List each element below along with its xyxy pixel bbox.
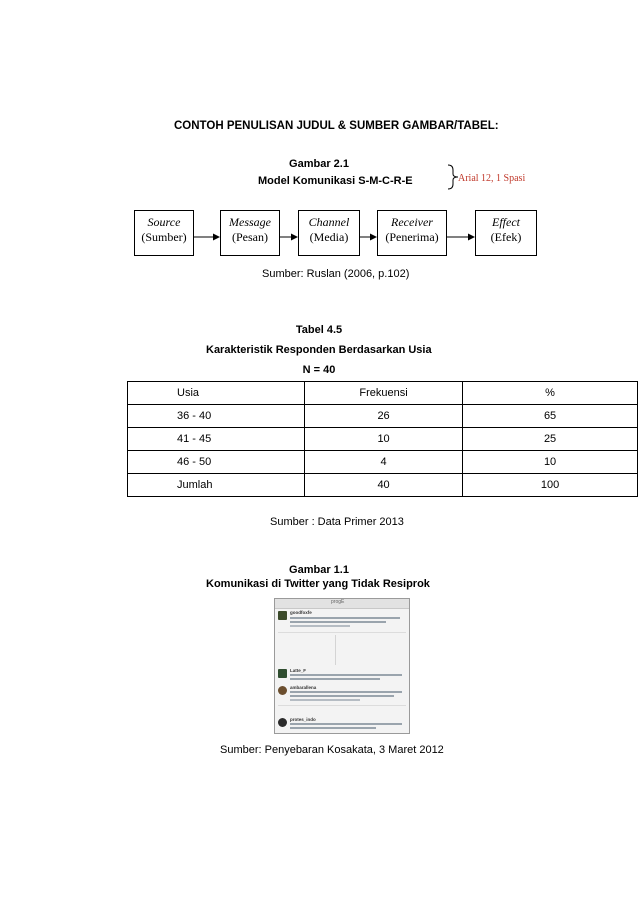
table-row	[128, 405, 638, 428]
box-label-id: (Media)	[309, 230, 349, 244]
table-cell: 40	[305, 474, 463, 497]
figure1-title: Model Komunikasi S-M-C-R-E	[258, 175, 413, 187]
table-cell: 10	[463, 451, 638, 474]
tweet-text-line	[290, 695, 394, 697]
table-cell: 4	[305, 451, 463, 474]
tweet-text-line	[290, 621, 386, 623]
figure2-source: Sumber: Penyebaran Kosakata, 3 Maret 2012	[220, 744, 444, 756]
table1-number: Tabel 4.5	[295, 324, 343, 336]
format-note: Arial 12, 1 Spasi	[458, 173, 526, 184]
table-row	[128, 428, 638, 451]
table-cell: 10	[305, 428, 463, 451]
box-label-en: Channel	[308, 215, 350, 229]
avatar	[278, 718, 287, 727]
box-label-id: (Penerima)	[385, 230, 439, 244]
table-header-cell: %	[463, 382, 638, 405]
table-header-row	[128, 382, 638, 405]
table-cell: 65	[463, 405, 638, 428]
table-cell: 36 - 40	[128, 405, 305, 428]
box-label-id: (Efek)	[490, 230, 522, 244]
table-cell: 25	[463, 428, 638, 451]
tweet-text-line	[290, 678, 380, 680]
figure2-number: Gambar 1.1	[289, 564, 349, 576]
tweet-text-line	[290, 723, 402, 725]
table-cell: 100	[463, 474, 638, 497]
tweet-username: ambarallena	[290, 685, 317, 690]
box-label-id: (Pesan)	[232, 230, 268, 244]
table1-n: N = 40	[302, 364, 336, 376]
tweet-divider	[278, 705, 406, 706]
tweet-text-line	[290, 674, 402, 676]
box-label-id: (Sumber)	[141, 230, 187, 244]
avatar	[278, 686, 287, 695]
table-header-cell: Usia	[128, 382, 305, 405]
table1-source: Sumber : Data Primer 2013	[270, 516, 404, 528]
avatar	[278, 669, 287, 678]
box-label-en: Source	[147, 215, 181, 229]
table-cell: Jumlah	[128, 474, 305, 497]
avatar	[278, 611, 287, 620]
box-label-en: Effect	[492, 215, 520, 229]
tweet-username: goodfoxfe	[290, 610, 312, 615]
thread-line	[335, 635, 336, 665]
figure1-number: Gambar 2.1	[289, 158, 349, 170]
tweet-username: protes_indo	[290, 717, 316, 722]
tweet-divider	[278, 632, 406, 633]
tweet-text-line	[290, 699, 360, 701]
table-row	[128, 474, 638, 497]
tweet-text-line	[290, 617, 400, 619]
figure2-title: Komunikasi di Twitter yang Tidak Resiprok	[206, 578, 430, 590]
page-heading: CONTOH PENULISAN JUDUL & SUMBER GAMBAR/TABEL:	[174, 120, 499, 132]
table-cell: 41 - 45	[128, 428, 305, 451]
table-cell: 26	[305, 405, 463, 428]
tweet-text-line	[290, 691, 402, 693]
tweet-text-line	[290, 727, 376, 729]
data-table	[127, 381, 638, 497]
figure1-source: Sumber: Ruslan (2006, p.102)	[262, 268, 410, 280]
table-cell: 46 - 50	[128, 451, 305, 474]
table-row	[128, 451, 638, 474]
tweet-username: Latte_F	[290, 668, 307, 673]
twitter-screenshot	[274, 598, 410, 734]
box-label-en: Message	[229, 215, 271, 229]
screenshot-header: progE	[331, 599, 345, 605]
tweet-text-line	[290, 625, 350, 627]
diagram-arrows	[0, 0, 638, 300]
table1-title: Karakteristik Responden Berdasarkan Usia	[206, 344, 432, 356]
table-header-cell: Frekuensi	[305, 382, 463, 405]
box-label-en: Receiver	[391, 215, 433, 229]
